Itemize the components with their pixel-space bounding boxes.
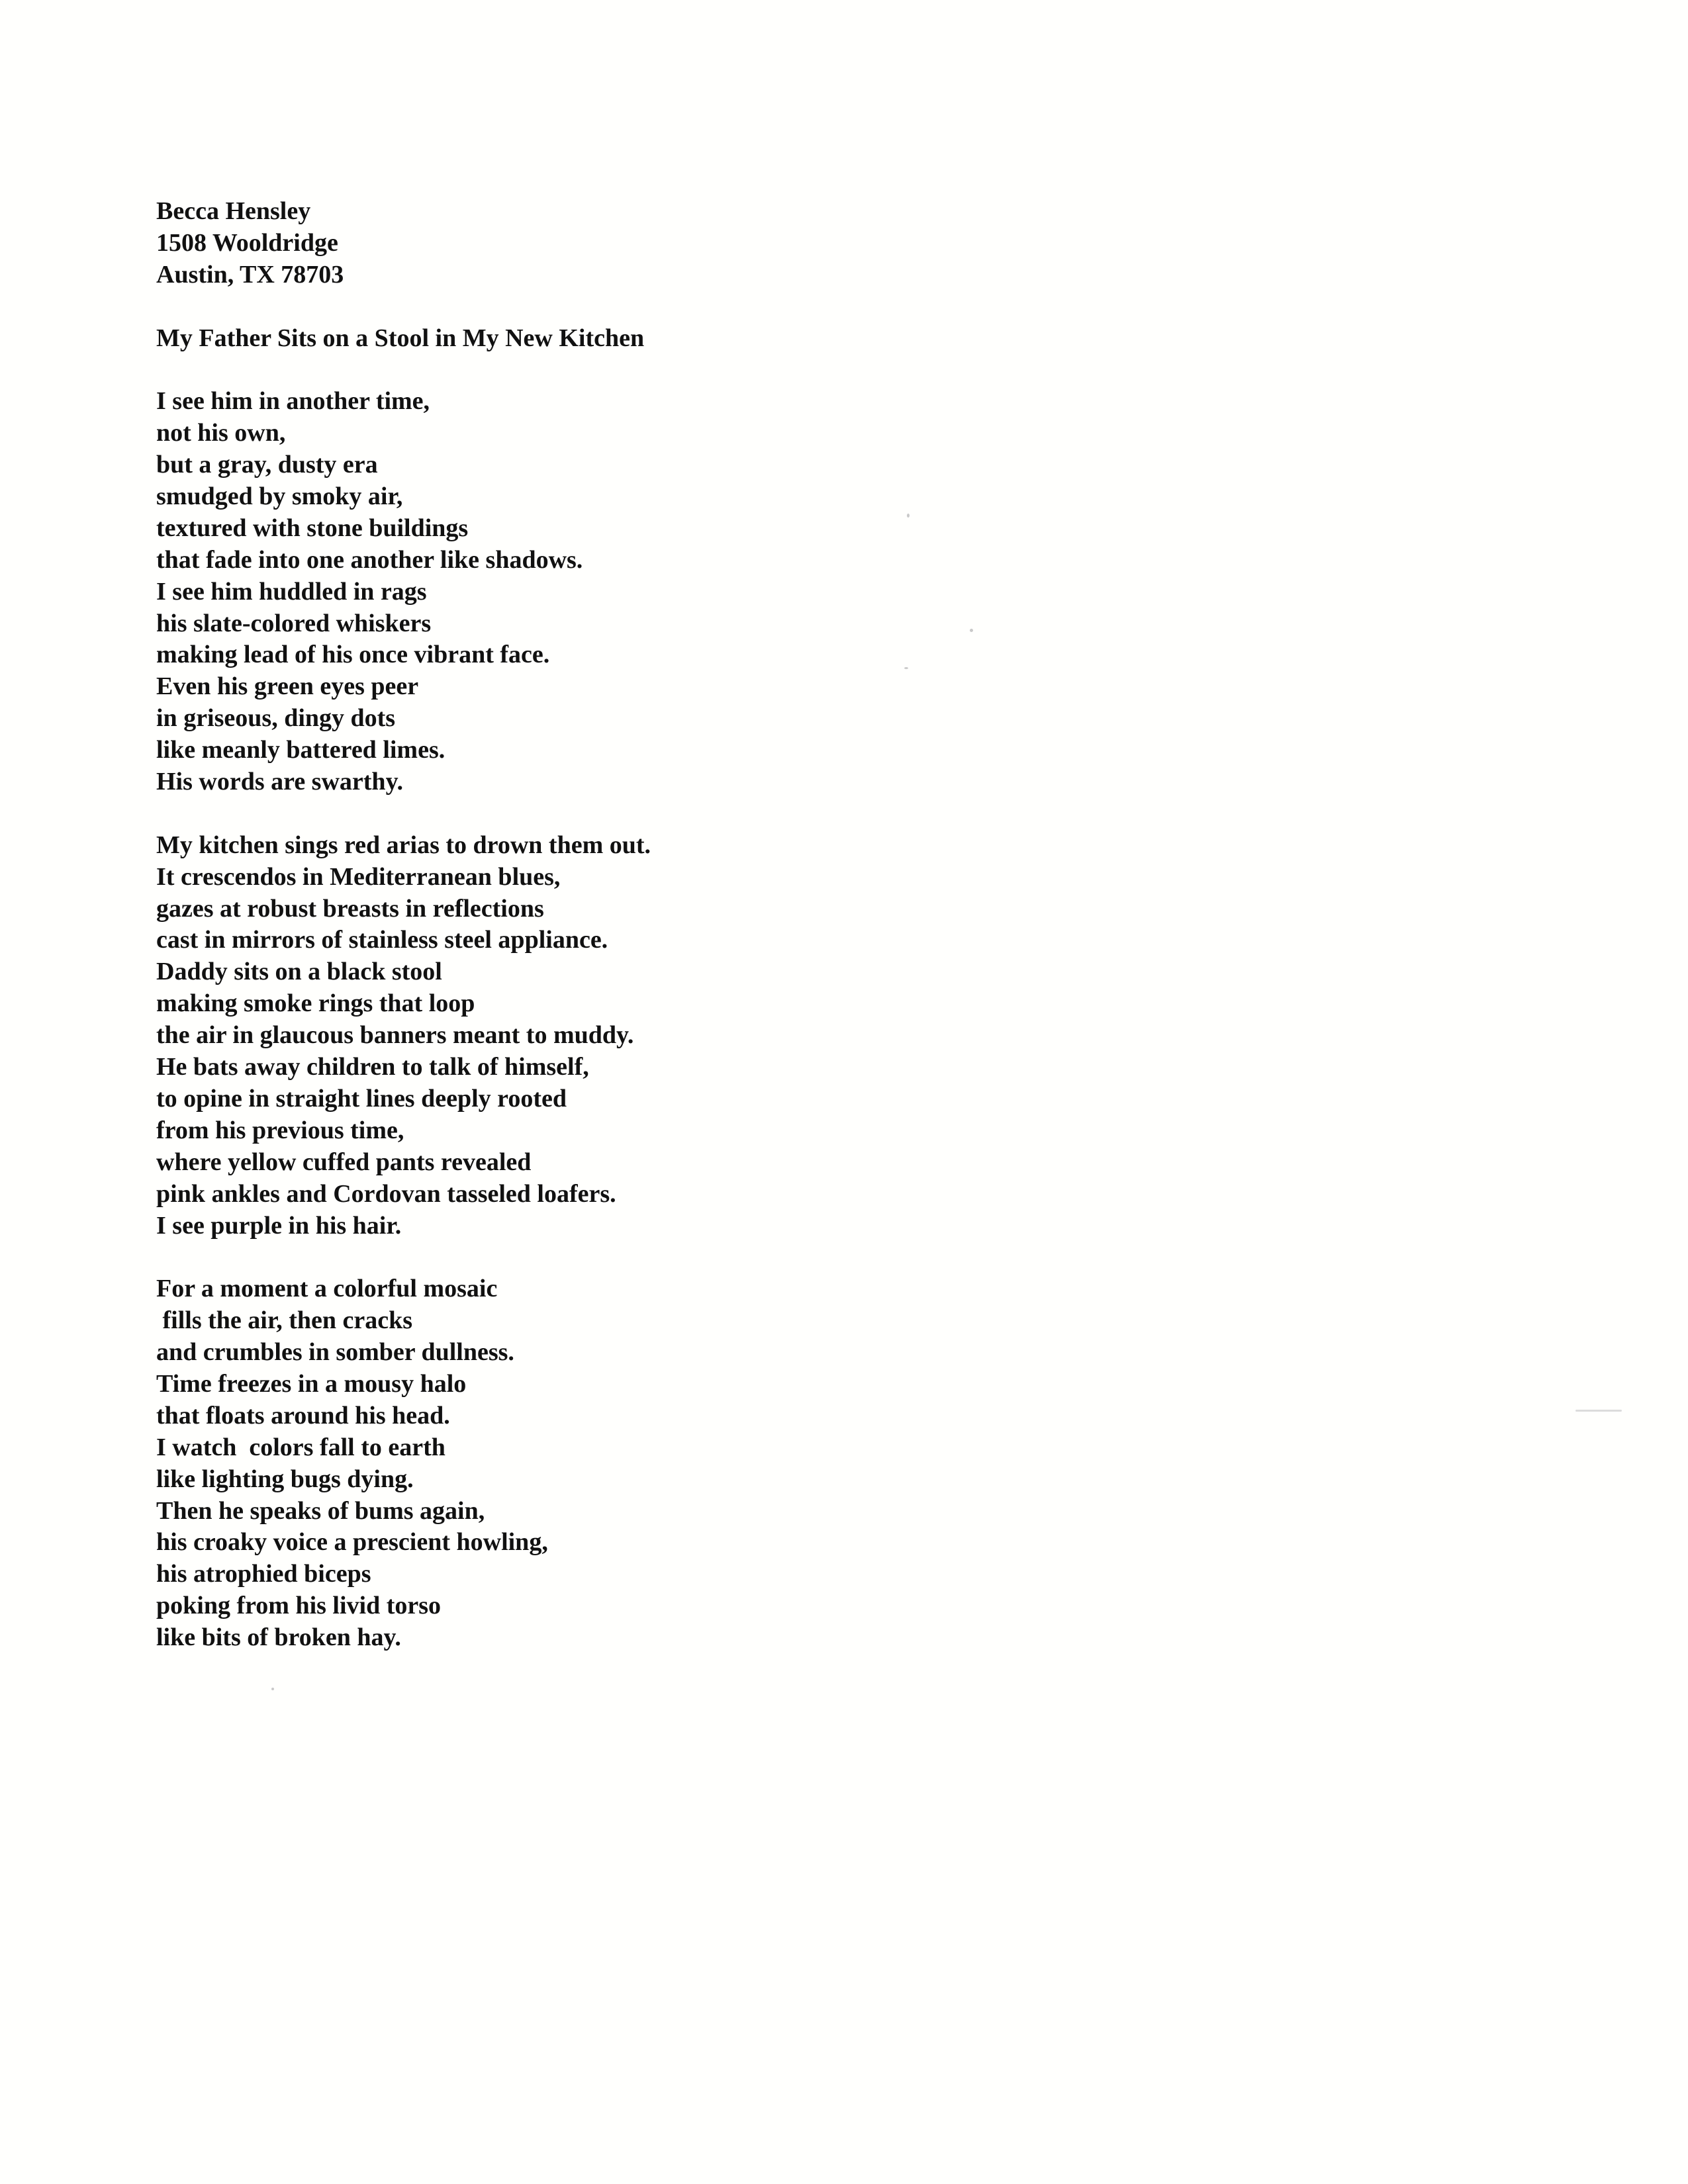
poem-line: textured with stone buildings (156, 514, 469, 542)
poem-line: poking from his livid torso (156, 1592, 442, 1620)
document-text (156, 196, 1083, 1654)
scan-speck (970, 629, 973, 632)
poem-line: like bits of broken hay. (156, 1623, 401, 1652)
poem-line: gazes at robust breasts in reflections (156, 894, 544, 923)
poem-line: pink ankles and Cordovan tasseled loafers. (156, 1179, 616, 1208)
poem-title: My Father Sits on a Stool in My New Kitchen (156, 324, 645, 352)
poem-line: It crescendos in Mediterranean blues, (156, 862, 561, 891)
poem-line: to opine in straight lines deeply rooted (156, 1084, 567, 1113)
poem-line: I watch colors fall to earth (156, 1433, 445, 1461)
stanza (156, 830, 1083, 1242)
poem-line: fills the air, then cracks (156, 1306, 413, 1335)
address-street: 1508 Wooldridge (156, 228, 338, 257)
scan-speck (904, 667, 908, 669)
poem-line: His words are swarthy. (156, 768, 403, 796)
poem-line: not his own, (156, 419, 286, 447)
poem-line: making smoke rings that loop (156, 989, 475, 1018)
poem-line: from his previous time, (156, 1116, 404, 1144)
poem-line: For a moment a colorful mosaic (156, 1275, 498, 1303)
poem-line: that floats around his head. (156, 1401, 450, 1430)
poem-line: the air in glaucous banners meant to muddy. (156, 1021, 634, 1050)
scan-speck (1575, 1410, 1622, 1412)
poem-line: I see him huddled in rags (156, 577, 427, 606)
poem-line: his croaky voice a prescient howling, (156, 1528, 548, 1557)
poem-body (156, 386, 1083, 1654)
stanza-break (156, 798, 1083, 830)
stanza (156, 386, 1083, 798)
poem-line: like lighting bugs dying. (156, 1465, 414, 1493)
author-name: Becca Hensley (156, 197, 311, 225)
poem-line: Even his green eyes peer (156, 672, 419, 701)
scan-speck (271, 1688, 274, 1690)
stanza-break (156, 1242, 1083, 1273)
poem-line: his slate-colored whiskers (156, 609, 432, 637)
spacer (156, 291, 1083, 323)
poem-line: Time freezes in a mousy halo (156, 1369, 467, 1398)
poem-line: that fade into one another like shadows. (156, 545, 583, 574)
poem-line: where yellow cuffed pants revealed (156, 1148, 532, 1176)
poem-line: He bats away children to talk of himself, (156, 1053, 589, 1081)
scan-speck (907, 514, 910, 518)
poem-line: like meanly battered limes. (156, 736, 445, 764)
poem-line: smudged by smoky air, (156, 482, 403, 511)
stanza (156, 1273, 1083, 1654)
poem-line: his atrophied biceps (156, 1560, 371, 1588)
poem-line: but a gray, dusty era (156, 451, 378, 479)
spacer (156, 354, 1083, 386)
poem-line: and crumbles in somber dullness. (156, 1338, 514, 1367)
poem-line: I see purple in his hair. (156, 1211, 402, 1240)
poem-line: Daddy sits on a black stool (156, 958, 442, 986)
poem-line: Then he speaks of bums again, (156, 1496, 485, 1525)
address-city: Austin, TX 78703 (156, 260, 344, 289)
poem-line: making lead of his once vibrant face. (156, 641, 550, 669)
poem-line: in griseous, dingy dots (156, 704, 396, 733)
poem-line: I see him in another time, (156, 387, 430, 416)
poem-line: My kitchen sings red arias to drown them out. (156, 831, 651, 859)
poem-line: cast in mirrors of stainless steel appliance. (156, 926, 608, 954)
